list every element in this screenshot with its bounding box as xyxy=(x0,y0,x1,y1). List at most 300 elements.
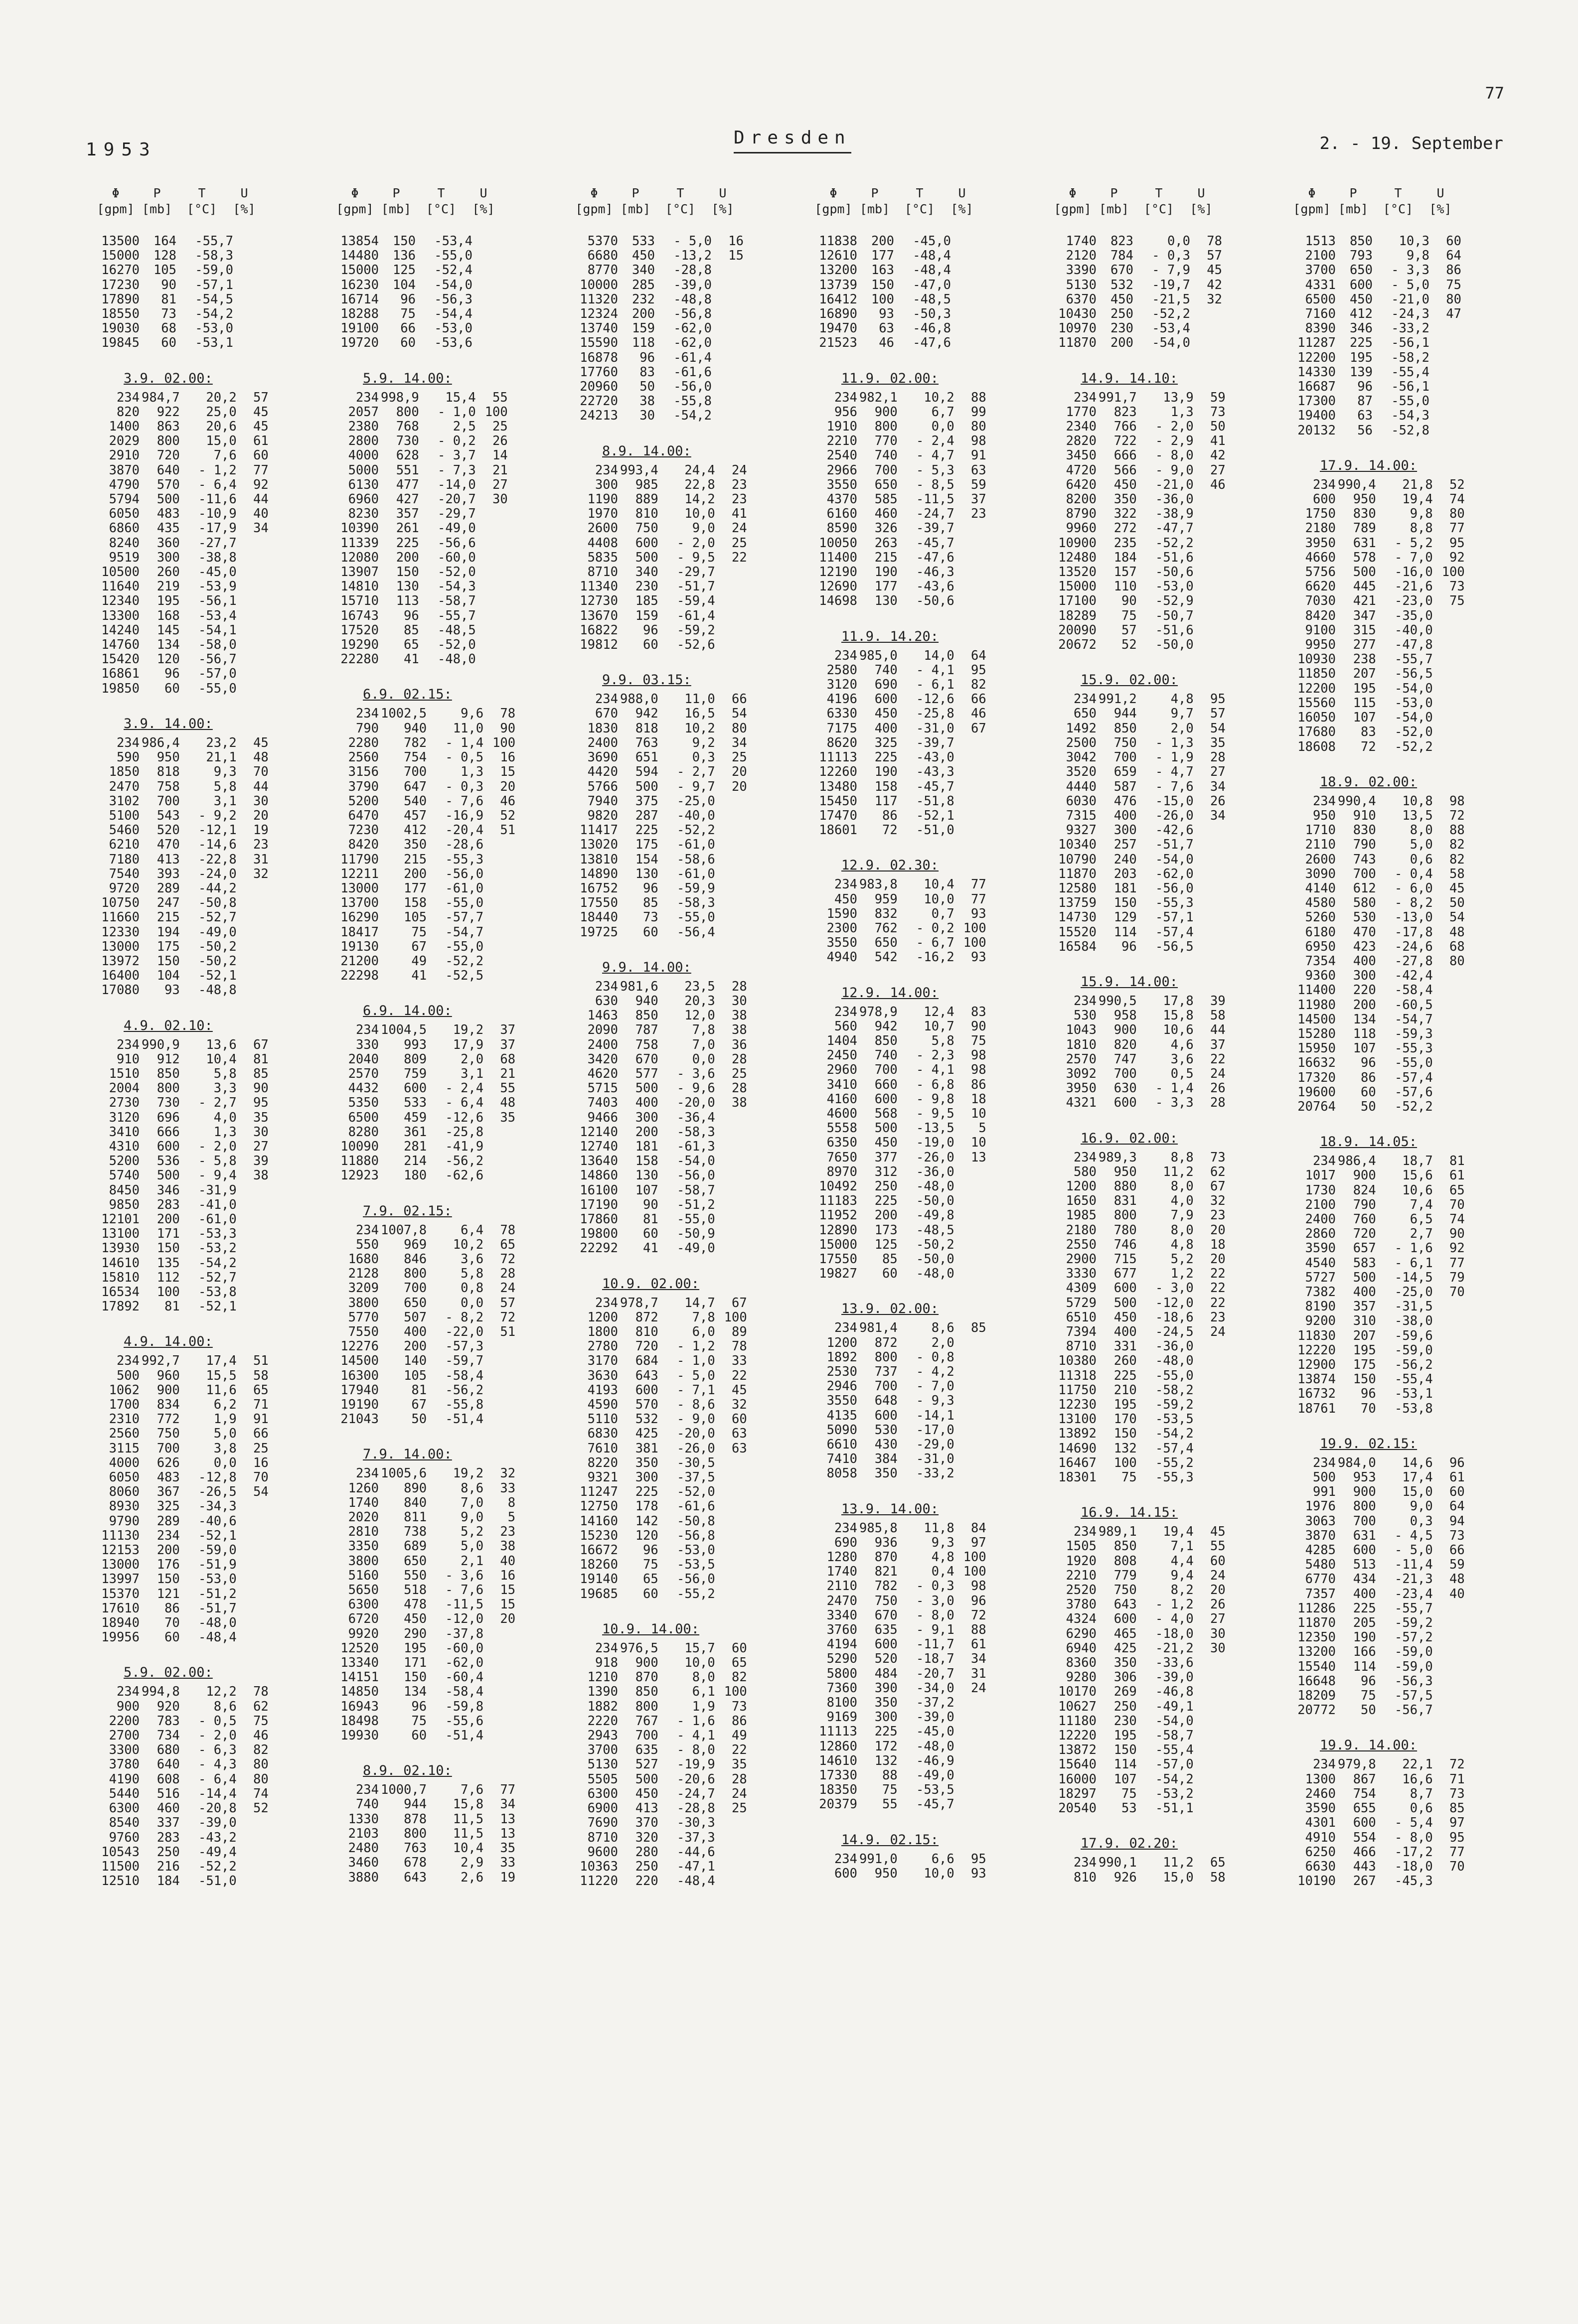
table-row xyxy=(809,263,985,278)
temperature-cell: 10,4 xyxy=(924,877,954,892)
table-row xyxy=(1049,278,1224,292)
geopotential-cell: 10970 xyxy=(1058,321,1097,336)
humidity-cell: 75 xyxy=(253,1713,269,1729)
humidity-cell xyxy=(1435,1343,1467,1358)
table-row xyxy=(1288,1227,1467,1241)
pressure-cell: 700 xyxy=(874,1062,898,1078)
pressure-cell: 920 xyxy=(157,1699,180,1714)
pressure-cell: 840 xyxy=(404,1495,427,1510)
geopotential-cell: 3350 xyxy=(348,1539,379,1554)
temperature-cell: -12,0 xyxy=(1155,1295,1194,1310)
temperature-cell: -37,2 xyxy=(916,1695,954,1711)
temperature-cell: -55,6 xyxy=(445,1713,484,1729)
temperature-cell: -17,8 xyxy=(1395,924,1433,940)
humidity-cell xyxy=(239,551,271,565)
table-row xyxy=(809,1710,988,1725)
pressure-cell: 60 xyxy=(643,1226,658,1242)
pressure-cell: 500 xyxy=(874,1121,898,1136)
pressure-cell: 158 xyxy=(635,1154,658,1169)
geopotential-unit: [gpm] xyxy=(336,202,374,216)
geopotential-cell: 234 xyxy=(355,1022,379,1038)
temperature-cell: -48,4 xyxy=(198,1630,237,1645)
temperature-cell: - 4,5 xyxy=(1395,1528,1433,1543)
table-row xyxy=(570,263,746,278)
humidity-cell: 28 xyxy=(732,1081,747,1096)
temperature-cell: -36,0 xyxy=(916,1164,954,1179)
pressure-cell: 988,0 xyxy=(620,692,658,707)
pressure-cell: 587 xyxy=(1113,779,1137,794)
table-row xyxy=(809,1151,988,1165)
geopotential-cell: 5650 xyxy=(348,1583,379,1598)
geopotential-cell: 2400 xyxy=(587,1037,618,1052)
geopotential-cell: 12340 xyxy=(101,593,140,609)
temperature-cell: -59,2 xyxy=(1155,1397,1194,1413)
temperature-cell: - 2,3 xyxy=(916,1048,954,1063)
temperature-cell: - 2,4 xyxy=(445,1081,484,1096)
pressure-cell: 500 xyxy=(635,550,658,565)
temperature-cell: -50,2 xyxy=(198,953,237,969)
temperature-cell: -53,1 xyxy=(195,335,233,351)
pressure-header xyxy=(379,185,414,222)
geopotential-cell: 17230 xyxy=(101,277,140,292)
pressure-cell: 130 xyxy=(635,1168,658,1183)
geopotential-cell: 8230 xyxy=(348,506,379,522)
geopotential-cell: 16878 xyxy=(580,350,618,365)
geopotential-cell: 12190 xyxy=(819,565,857,580)
humidity-cell: 73 xyxy=(732,1699,747,1714)
geopotential-cell: 15450 xyxy=(819,793,857,809)
pressure-cell: 500 xyxy=(1353,565,1376,580)
humidity-cell xyxy=(1431,424,1463,438)
pressure-cell: 600 xyxy=(1353,1815,1376,1831)
table-row xyxy=(1049,478,1228,492)
humidity-cell: 20 xyxy=(1210,1222,1226,1238)
geopotential-cell: 3520 xyxy=(1066,764,1097,780)
pressure-cell: 830 xyxy=(1353,823,1376,838)
pressure-cell: 75 xyxy=(882,1782,898,1798)
geopotential-cell: 234 xyxy=(595,692,618,707)
temperature-cell: -48,8 xyxy=(198,983,237,998)
temperature-cell: -55,2 xyxy=(1155,1455,1194,1470)
sounding-table xyxy=(1049,994,1228,1111)
humidity-cell: 79 xyxy=(1449,1270,1465,1285)
pressure-cell: 150 xyxy=(1353,1372,1376,1387)
geopotential-cell: 9950 xyxy=(1305,637,1336,653)
temperature-symbol: T xyxy=(916,186,924,200)
geopotential-cell: 234 xyxy=(355,1222,379,1238)
table-row xyxy=(570,910,749,925)
pressure-cell: 68 xyxy=(161,321,176,336)
table-row xyxy=(1288,594,1467,608)
table-row xyxy=(1049,1369,1228,1383)
temperature-cell: 8,2 xyxy=(1170,1583,1194,1598)
table-row xyxy=(1288,1241,1467,1256)
pressure-cell: 790 xyxy=(1353,1197,1376,1212)
pressure-cell: 400 xyxy=(635,1095,658,1111)
humidity-cell: 82 xyxy=(971,677,986,693)
geopotential-cell: 2946 xyxy=(826,1379,857,1394)
temperature-cell: -62,0 xyxy=(673,321,712,336)
temperature-cell: 2,1 xyxy=(461,1553,484,1569)
table-row xyxy=(809,307,985,321)
pressure-cell: 200 xyxy=(1353,997,1376,1013)
geopotential-symbol: Φ xyxy=(1308,186,1316,200)
pressure-symbol: P xyxy=(631,186,639,200)
pressure-cell: 171 xyxy=(404,1655,427,1671)
table-row xyxy=(1288,1271,1467,1285)
pressure-cell: 450 xyxy=(1349,291,1373,307)
humidity-cell: 98 xyxy=(971,1579,986,1594)
humidity-cell xyxy=(956,1710,988,1725)
geopotential-cell: 18550 xyxy=(101,306,140,322)
geopotential-cell: 2560 xyxy=(109,1426,140,1442)
humidity-cell: 45 xyxy=(253,419,269,435)
humidity-cell xyxy=(1435,1314,1467,1328)
temperature-cell: -56,1 xyxy=(1391,379,1429,395)
geopotential-cell: 19812 xyxy=(580,637,618,653)
table-row xyxy=(570,1369,749,1383)
geopotential-cell: 234 xyxy=(116,390,140,405)
humidity-cell: 81 xyxy=(253,1051,269,1067)
pressure-cell: 400 xyxy=(1353,1586,1376,1601)
humidity-cell xyxy=(953,307,985,321)
geopotential-cell: 17940 xyxy=(340,1382,379,1398)
humidity-cell xyxy=(485,1412,517,1427)
geopotential-cell: 7360 xyxy=(826,1680,857,1696)
humidity-cell: 72 xyxy=(500,1251,516,1267)
geopotential-cell: 4309 xyxy=(1066,1281,1097,1296)
table-row xyxy=(331,1267,517,1281)
geopotential-cell: 956 xyxy=(834,404,857,420)
temperature-cell: - 4,7 xyxy=(1155,764,1194,780)
humidity-cell: 14 xyxy=(492,448,508,463)
temperature-cell: -56,0 xyxy=(677,1168,715,1183)
geopotential-cell: 11320 xyxy=(580,291,618,307)
temperature-cell: 0,0 xyxy=(213,1455,237,1470)
table-row xyxy=(331,1700,517,1714)
temperature-cell: - 8,5 xyxy=(916,477,954,492)
humidity-cell xyxy=(485,1729,517,1743)
pressure-cell: 135 xyxy=(157,1255,180,1271)
pressure-cell: 150 xyxy=(1113,1743,1137,1758)
pressure-cell: 215 xyxy=(157,910,180,925)
geopotential-cell: 2550 xyxy=(1066,1237,1097,1252)
table-row xyxy=(1049,1554,1228,1569)
data-column-4 xyxy=(809,185,1029,1888)
geopotential-cell: 13100 xyxy=(1058,1412,1097,1427)
pressure-cell: 993 xyxy=(404,1037,427,1052)
temperature-unit: [°C] xyxy=(1143,202,1174,216)
humidity-cell: 25 xyxy=(732,750,747,765)
temperature-cell: -27,7 xyxy=(198,535,237,551)
humidity-cell: 26 xyxy=(1210,793,1226,809)
temperature-cell: 4,0 xyxy=(1170,1193,1194,1209)
pressure-cell: 950 xyxy=(1113,1164,1137,1179)
temperature-cell: -59,3 xyxy=(1395,1026,1433,1041)
table-row xyxy=(570,336,746,350)
geopotential-header xyxy=(92,185,140,222)
geopotential-cell: 3209 xyxy=(348,1281,379,1296)
table-row xyxy=(1049,1598,1228,1612)
table-row xyxy=(92,278,267,292)
table-row xyxy=(809,249,985,263)
geopotential-cell: 16534 xyxy=(101,1285,140,1300)
table-row xyxy=(809,1048,988,1063)
table-row xyxy=(92,940,271,954)
pressure-cell: 520 xyxy=(157,823,180,838)
table-row xyxy=(1288,1027,1467,1041)
temperature-cell: -56,7 xyxy=(1395,1703,1433,1718)
geopotential-cell: 12101 xyxy=(101,1211,140,1227)
geopotential-cell: 9920 xyxy=(348,1626,379,1641)
pressure-cell: 150 xyxy=(157,1572,180,1587)
table-row xyxy=(92,623,271,638)
temperature-cell: -54,2 xyxy=(1155,1771,1194,1787)
geopotential-cell: 11400 xyxy=(819,550,857,565)
table-row xyxy=(809,678,988,692)
pressure-cell: 700 xyxy=(404,1281,427,1296)
observation-heading: 8.9. 02.10: xyxy=(363,1763,452,1779)
pressure-cell: 200 xyxy=(635,1124,658,1140)
pressure-cell: 850 xyxy=(874,1033,898,1048)
temperature-symbol: T xyxy=(437,186,445,200)
geopotential-cell: 3063 xyxy=(1305,1513,1336,1529)
temperature-cell: -43,3 xyxy=(916,764,954,780)
temperature-cell: -24,3 xyxy=(1391,306,1429,322)
pressure-cell: 821 xyxy=(874,1564,898,1580)
pressure-cell: 347 xyxy=(1353,608,1376,623)
humidity-cell: 33 xyxy=(732,1353,747,1369)
temperature-cell: 12,2 xyxy=(206,1684,237,1700)
geopotential-cell: 3550 xyxy=(826,477,857,492)
temperature-cell: -20,0 xyxy=(677,1095,715,1111)
humidity-cell: 60 xyxy=(732,1640,747,1656)
pressure-cell: 750 xyxy=(635,521,658,536)
table-row xyxy=(570,1212,749,1227)
humidity-cell xyxy=(717,1529,749,1543)
humidity-cell xyxy=(1196,1398,1228,1412)
humidity-cell xyxy=(1196,551,1228,565)
geopotential-cell: 8100 xyxy=(826,1695,857,1711)
temperature-cell: - 2,7 xyxy=(677,764,715,780)
pressure-cell: 772 xyxy=(157,1412,180,1427)
temperature-cell: -50,9 xyxy=(677,1226,715,1242)
temperature-cell: -57,7 xyxy=(445,910,484,925)
pressure-cell: 700 xyxy=(874,1379,898,1394)
temperature-cell: 21,1 xyxy=(206,750,237,765)
table-row xyxy=(1049,692,1228,707)
temperature-cell: 0,0 xyxy=(461,1295,484,1310)
geopotential-cell: 2103 xyxy=(348,1826,379,1841)
humidity-cell: 22 xyxy=(732,550,747,565)
observation-heading: 10.9. 14.00: xyxy=(602,1621,700,1637)
table-row xyxy=(331,336,506,350)
table-row xyxy=(570,1572,749,1587)
table-row xyxy=(1288,1056,1467,1070)
temperature-cell: -53,3 xyxy=(198,1226,237,1242)
humidity-cell: 45 xyxy=(253,735,269,750)
pressure-cell: 49 xyxy=(411,953,427,969)
humidity-cell xyxy=(239,1198,271,1212)
geopotential-cell: 10930 xyxy=(1297,652,1336,667)
geopotential-cell: 18940 xyxy=(101,1615,140,1631)
pressure-cell: 85 xyxy=(882,1251,898,1267)
humidity-cell: 20 xyxy=(732,764,747,780)
geopotential-cell: 10363 xyxy=(580,1859,618,1874)
humidity-cell: 80 xyxy=(1446,291,1461,307)
table-row xyxy=(570,1183,749,1198)
humidity-cell xyxy=(717,1514,749,1529)
humidity-cell xyxy=(717,1845,749,1860)
table-row xyxy=(331,1238,517,1252)
pressure-cell: 770 xyxy=(874,434,898,449)
humidity-cell xyxy=(717,1831,749,1845)
geopotential-cell: 12750 xyxy=(580,1499,618,1514)
temperature-cell: -55,0 xyxy=(434,248,473,264)
pressure-cell: 520 xyxy=(874,1651,898,1667)
temperature-cell: 9,8 xyxy=(1406,248,1429,264)
table-row xyxy=(809,892,988,907)
table-row xyxy=(809,809,988,823)
geopotential-cell: 22298 xyxy=(340,968,379,984)
geopotential-cell: 5715 xyxy=(587,1081,618,1096)
table-row xyxy=(331,1627,517,1641)
temperature-cell: -14,5 xyxy=(1395,1270,1433,1285)
temperature-cell: - 2,0 xyxy=(198,1139,237,1154)
pressure-cell: 210 xyxy=(1113,1382,1137,1398)
pressure-cell: 890 xyxy=(404,1480,427,1496)
geopotential-cell: 7357 xyxy=(1305,1586,1336,1601)
humidity-cell: 65 xyxy=(1210,1855,1226,1871)
humidity-cell: 24 xyxy=(732,462,747,478)
pressure-cell: 870 xyxy=(874,1550,898,1565)
table-row xyxy=(570,794,749,809)
pressure-cell: 272 xyxy=(1113,521,1137,536)
table-row xyxy=(570,1816,749,1830)
humidity-cell: 100 xyxy=(724,1309,747,1325)
geopotential-cell: 18209 xyxy=(1297,1688,1336,1704)
temperature-cell: 6,1 xyxy=(692,1684,715,1700)
humidity-cell: 20 xyxy=(1210,1251,1226,1267)
pressure-cell: 67 xyxy=(411,1397,427,1413)
humidity-cell: 35 xyxy=(500,1841,516,1856)
temperature-cell: - 8,2 xyxy=(445,1309,484,1325)
table-row xyxy=(1049,1685,1228,1699)
pressure-cell: 300 xyxy=(874,1710,898,1725)
geopotential-cell: 8200 xyxy=(1066,492,1097,507)
humidity-cell: 23 xyxy=(1210,1309,1226,1325)
pressure-cell: 381 xyxy=(635,1441,658,1456)
temperature-cell: -24,0 xyxy=(198,866,237,881)
pressure-cell: 878 xyxy=(404,1811,427,1827)
humidity-cell xyxy=(956,1696,988,1710)
pressure-cell: 159 xyxy=(631,321,655,336)
geopotential-cell: 12153 xyxy=(101,1543,140,1558)
table-row xyxy=(809,536,988,551)
table-row xyxy=(331,1081,517,1096)
temperature-cell: -59,0 xyxy=(1395,1342,1433,1358)
temperature-cell: - 4,0 xyxy=(1155,1611,1194,1627)
temperature-cell: -52,0 xyxy=(438,637,476,653)
table-row xyxy=(809,823,988,838)
geopotential-cell: 9169 xyxy=(826,1710,857,1725)
table-row xyxy=(1288,1543,1467,1558)
humidity-cell: 5 xyxy=(978,1121,986,1136)
humidity-cell: 27 xyxy=(492,477,508,492)
geopotential-symbol: Φ xyxy=(829,186,837,200)
pressure-cell: 740 xyxy=(874,1048,898,1063)
humidity-cell: 60 xyxy=(253,448,269,463)
geopotential-cell: 16467 xyxy=(1058,1455,1097,1470)
temperature-cell: -54,3 xyxy=(1391,408,1429,424)
geopotential-cell: 4720 xyxy=(1066,462,1097,478)
pressure-cell: 375 xyxy=(635,793,658,809)
temperature-cell: 4,4 xyxy=(1170,1553,1194,1569)
humidity-cell: 50 xyxy=(1210,419,1226,435)
pressure-cell: 643 xyxy=(635,1368,658,1383)
pressure-cell: 810 xyxy=(635,506,658,522)
temperature-cell: 23,2 xyxy=(206,735,237,750)
temperature-cell: 6,7 xyxy=(931,404,954,420)
column-header xyxy=(1288,185,1507,222)
temperature-cell: 11,0 xyxy=(684,692,715,707)
geopotential-cell: 8710 xyxy=(587,1830,618,1845)
humidity-cell: 66 xyxy=(1449,1543,1465,1558)
temperature-cell: 24,4 xyxy=(684,462,715,478)
sounding-table xyxy=(1049,234,1224,351)
pressure-cell: 300 xyxy=(1353,968,1376,984)
table-row xyxy=(331,1140,517,1154)
humidity-cell: 80 xyxy=(253,1771,269,1787)
pressure-cell: 889 xyxy=(635,492,658,507)
geopotential-cell: 15420 xyxy=(101,652,140,667)
pressure-cell: 434 xyxy=(1353,1572,1376,1587)
geopotential-cell: 14610 xyxy=(819,1753,857,1768)
humidity-cell: 38 xyxy=(253,1168,269,1183)
temperature-cell: 7,1 xyxy=(1170,1539,1194,1554)
pressure-cell: 780 xyxy=(1113,1222,1137,1238)
temperature-cell: 4,6 xyxy=(1170,1037,1194,1052)
humidity-cell: 61 xyxy=(1449,1168,1465,1183)
table-row xyxy=(92,1860,271,1874)
table-row xyxy=(1288,1757,1467,1772)
pressure-cell: 991,7 xyxy=(1099,390,1137,405)
pressure-cell: 400 xyxy=(1113,1324,1137,1339)
temperature-cell: 10,0 xyxy=(684,1655,715,1671)
pressure-cell: 912 xyxy=(157,1051,180,1067)
geopotential-cell: 234 xyxy=(1312,793,1336,809)
pressure-cell: 1007,8 xyxy=(381,1222,427,1238)
geopotential-cell: 13740 xyxy=(580,321,618,336)
data-column-3 xyxy=(570,185,789,1888)
geopotential-cell: 12730 xyxy=(580,593,618,609)
temperature-cell: - 9,0 xyxy=(677,1412,715,1427)
humidity-cell xyxy=(956,1194,988,1208)
pressure-cell: 225 xyxy=(396,535,419,551)
humidity-cell xyxy=(1196,925,1228,940)
temperature-cell: -61,0 xyxy=(198,1211,237,1227)
pressure-cell: 150 xyxy=(396,565,419,580)
humidity-cell: 62 xyxy=(253,1699,269,1714)
humidity-cell: 46 xyxy=(1210,477,1226,492)
table-row xyxy=(1049,867,1228,881)
pressure-cell: 73 xyxy=(161,306,176,322)
sounding-table xyxy=(1288,234,1463,438)
temperature-cell: -28,8 xyxy=(673,263,712,278)
temperature-cell: -53,1 xyxy=(1395,1386,1433,1402)
pressure-cell: 150 xyxy=(1113,895,1137,911)
table-row xyxy=(331,1525,517,1539)
